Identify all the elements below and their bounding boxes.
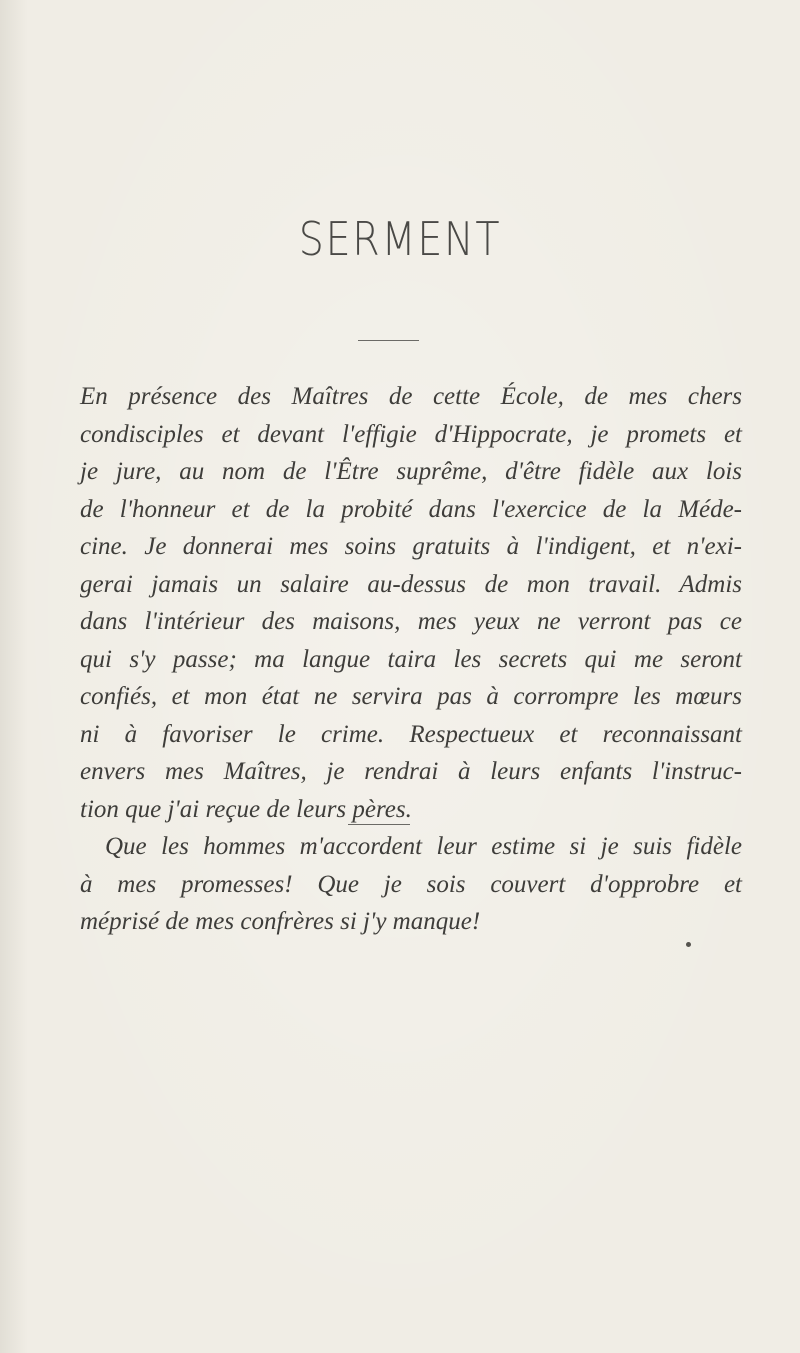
bottom-divider (348, 824, 410, 825)
page-title: SERMENT (298, 212, 502, 266)
text-line: tion que j'ai reçue de leurs pères. (80, 795, 412, 823)
text-line: de l'honneur et de la probité dans l'exercice de la Méde- (80, 495, 742, 523)
text-line: En présence des Maîtres de cette École, de mes chers (80, 383, 742, 410)
text-line: condisciples et devant l'effigie d'Hippocrate, je promets et (80, 420, 742, 448)
text-line: dans l'intérieur des maisons, mes yeux ne verront pas ce (80, 608, 742, 635)
oath-text (80, 378, 742, 941)
text-line: je jure, au nom de l'Être suprême, d'être fidèle aux lois (80, 458, 742, 485)
text-line: ni à favoriser le crime. Respectueux et reconnaissant (80, 720, 742, 748)
text-line: cine. Je donnerai mes soins gratuits à l'indigent, et n'exi- (80, 533, 742, 560)
text-line: confiés, et mon état ne servira pas à corrompre les mœurs (80, 683, 742, 710)
ink-speck (686, 942, 691, 947)
text-line: méprisé de mes confrères si j'y manque! (80, 908, 481, 935)
text-line: gerai jamais un salaire au-dessus de mon travail. Admis (80, 570, 742, 598)
text-line: qui s'y passe; ma langue taira les secrets qui me seront (80, 645, 742, 673)
text-line: à mes promesses! Que je sois couvert d'opprobre et (80, 870, 742, 898)
text-line: envers mes Maîtres, je rendrai à leurs enfants l'instruc- (80, 758, 742, 785)
paragraph-1 (80, 378, 742, 828)
paragraph-2 (80, 828, 742, 941)
text-line: Que les hommes m'accordent leur estime si je suis fidèle (105, 833, 742, 860)
top-divider (358, 340, 419, 341)
